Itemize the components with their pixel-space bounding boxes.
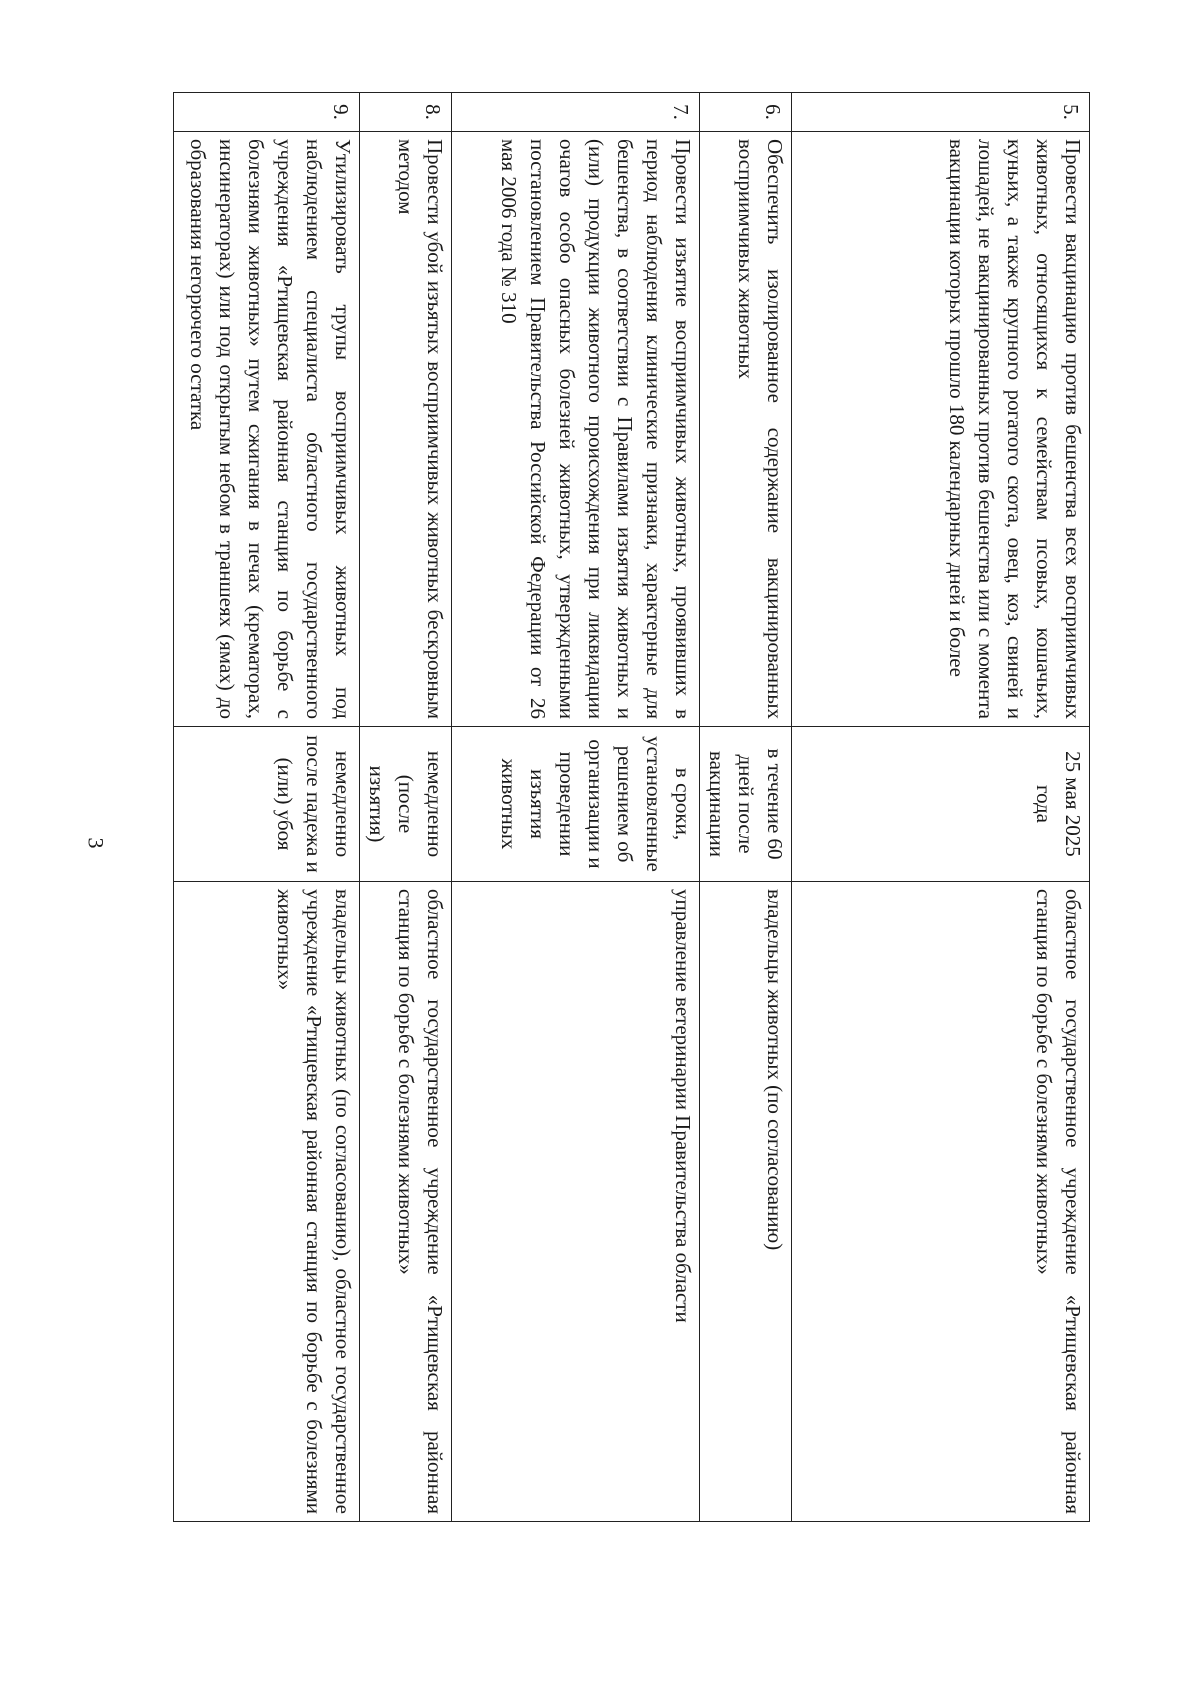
responsible-cell: владельцы животных (по согласованию) xyxy=(700,882,792,1522)
deadline-cell: немедленно после падежа и (или) убоя xyxy=(174,727,360,882)
table-row xyxy=(700,93,792,1522)
row-number: 7. xyxy=(452,93,700,132)
action-cell: Провести вакцинацию против бешенства всех восприимчивых животных, относящихся к семействам псовых, кошачьих, куньих, а также крупного рогатого скота, овец, коз, свиней и лошадей, не вакцинированных против бешенства или с момента вакцинации которых прошло 180 календарных дней и более xyxy=(792,132,1090,727)
action-cell: Обеспечить изолированное содержание вакцинированных восприимчивых животных xyxy=(700,132,792,727)
action-cell: Утилизировать трупы восприимчивых животных под наблюдением специалиста областного государственного учреждения «Ртищевская районная станция по борьбе с болезнями животных» путем сжигания в печах (крематорах, инсинераторах) или под открытым небом в траншеях (ямах) до образования негорючего остатка xyxy=(174,132,360,727)
responsible-cell: областное государственное учреждение «Ртищевская районная станция по борьбе с болезнями животных» xyxy=(360,882,452,1522)
responsible-cell: областное государственное учреждение «Ртищевская районная станция по борьбе с болезнями животных» xyxy=(792,882,1090,1522)
table-row xyxy=(360,93,452,1522)
row-number: 8. xyxy=(360,93,452,132)
table-row xyxy=(792,93,1090,1522)
table-row xyxy=(452,93,700,1522)
deadline-cell: в сроки, установленные решением об организации и проведении изъятия животных xyxy=(452,727,700,882)
deadline-cell: 25 мая 2025 года xyxy=(792,727,1090,882)
responsible-cell: управление ветеринарии Правительства области xyxy=(452,882,700,1522)
deadline-cell: немедленно (после изъятия) xyxy=(360,727,452,882)
rotated-table-container xyxy=(180,92,1090,1522)
deadline-cell: в течение 60 дней после вакцинации xyxy=(700,727,792,882)
responsible-cell: владельцы животных (по согласованию), областное государственное учреждение «Ртищевская районная станция по борьбе с болезнями животных» xyxy=(174,882,360,1522)
measures-table xyxy=(173,92,1090,1522)
row-number: 6. xyxy=(700,93,792,132)
page-number: 3 xyxy=(83,837,109,849)
table-row xyxy=(174,93,360,1522)
row-number: 5. xyxy=(792,93,1090,132)
action-cell: Провести убой изъятых восприимчивых животных бескровным методом xyxy=(360,132,452,727)
action-cell: Провести изъятие восприимчивых животных, проявивших в период наблюдения клинические признаки, характерные для бешенства, в соответствии с Правилами изъятия животных и (или) продукции животного происхождения при ликвидации очагов особо опасных болезней животных, утвержденными постановлением Правительства Российской Федерации от 26 мая 2006 года № 310 xyxy=(452,132,700,727)
row-number: 9. xyxy=(174,93,360,132)
